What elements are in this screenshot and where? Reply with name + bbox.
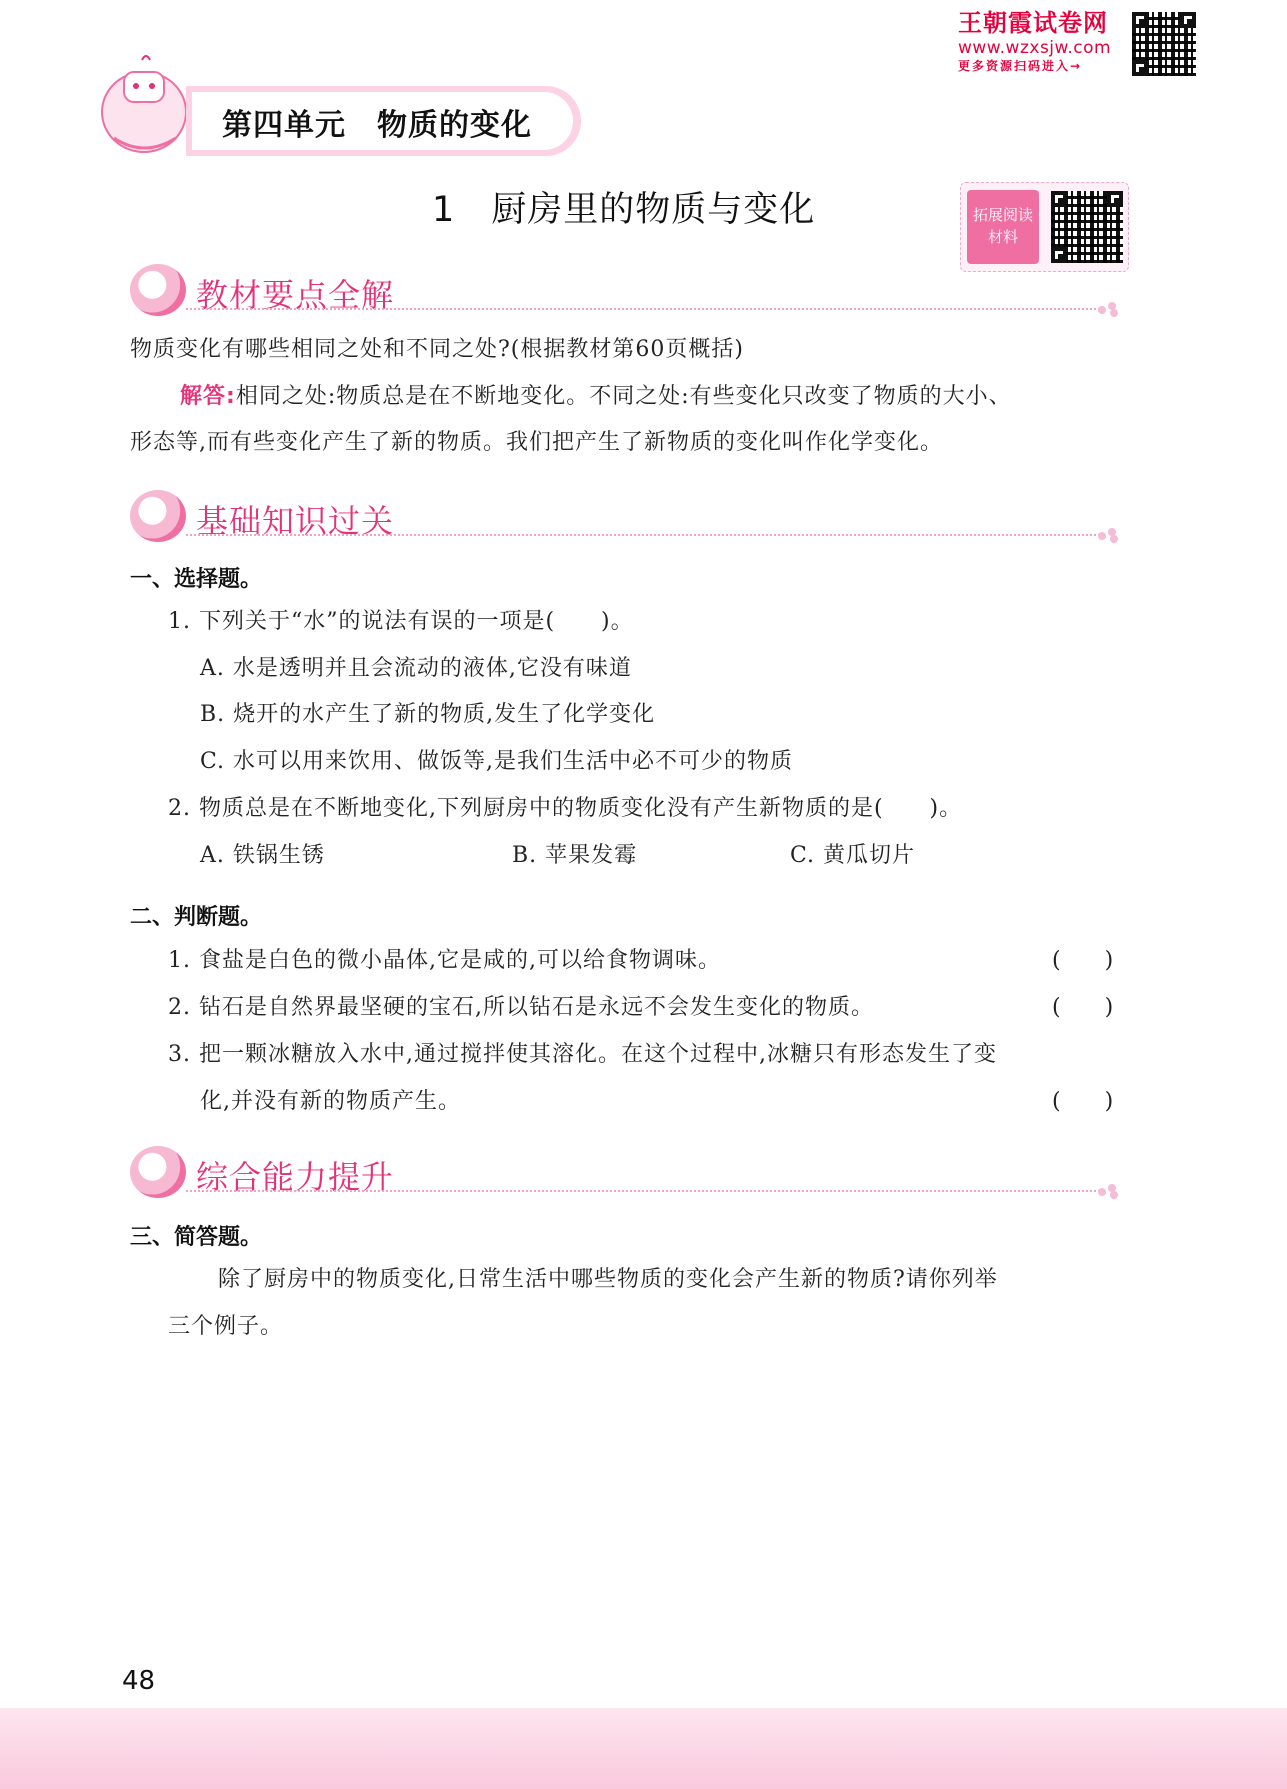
brand-tip: 更多资源扫码进入→ (958, 59, 1083, 73)
option-a: A. 水是透明并且会流动的液体,它没有味道 (200, 656, 632, 681)
option-b: B. 烧开的水产生了新的物质,发生了化学变化 (200, 702, 656, 727)
answer-blank[interactable]: ( ) (1052, 948, 1114, 973)
short-answer-question-cont: 三个例子。 (168, 1314, 284, 1339)
judge-question-1: 1. 食盐是白色的微小晶体,它是咸的,可以给食物调味。 (168, 948, 721, 973)
part1-heading: 一、选择题。 (130, 567, 263, 592)
key-question: 物质变化有哪些相同之处和不同之处?(根据教材第60页概括) (130, 337, 744, 362)
brand-name: 王朝霞试卷网 (958, 9, 1108, 37)
judge-question-3: 3. 把一颗冰糖放入水中,通过搅拌使其溶化。在这个过程中,冰糖只有形态发生了变 (168, 1042, 997, 1067)
unit-title: 第四单元 物质的变化 (222, 108, 532, 143)
section-title: 基础知识过关 (196, 502, 395, 540)
qr-code-icon[interactable] (1132, 12, 1196, 76)
lesson-title: 1 厨房里的物质与变化 (432, 190, 816, 230)
extended-reading-label: 拓展阅读 材料 (967, 190, 1039, 264)
section-title: 综合能力提升 (196, 1158, 395, 1196)
option-c: C. 水可以用来饮用、做饭等,是我们生活中必不可少的物质 (200, 749, 794, 774)
option-b: B. 苹果发霉 (512, 843, 638, 868)
section-header-comprehensive (130, 1146, 1120, 1198)
section-header-key-points (130, 264, 1120, 316)
judge-question-3-cont: 化,并没有新的物质产生。 (200, 1089, 461, 1114)
answer-blank[interactable]: ( ) (1052, 995, 1114, 1020)
key-answer-line: 形态等,而有些变化产生了新的物质。我们把产生了新物质的变化叫作化学变化。 (130, 430, 943, 455)
answer-label: 解答: (180, 384, 236, 409)
question-2: 2. 物质总是在不断地变化,下列厨房中的物质变化没有产生新物质的是( )。 (168, 796, 963, 821)
option-c: C. 黄瓜切片 (790, 843, 916, 868)
judge-question-2: 2. 钻石是自然界最坚硬的宝石,所以钻石是永远不会发生变化的物质。 (168, 995, 874, 1020)
section-badge-icon (130, 490, 186, 542)
footer-band (0, 1708, 1287, 1789)
answer-blank[interactable]: ( ) (1052, 1089, 1114, 1114)
key-answer-line: 解答:相同之处:物质总是在不断地变化。不同之处:有些变化只改变了物质的大小、 (180, 384, 1012, 409)
option-a: A. 铁锅生锈 (200, 843, 325, 868)
page-number: 48 (122, 1666, 156, 1696)
extended-reading-box[interactable] (960, 182, 1129, 272)
short-answer-question: 除了厨房中的物质变化,日常生活中哪些物质的变化会产生新的物质?请你列举 (218, 1267, 998, 1292)
question-1: 1. 下列关于“水”的说法有误的一项是( )。 (168, 609, 634, 634)
section-badge-icon (130, 264, 186, 316)
part3-heading: 三、简答题。 (130, 1225, 263, 1250)
brand-url[interactable]: www.wzxsjw.com (958, 38, 1112, 58)
section-header-basic (130, 490, 1120, 542)
qr-code-icon[interactable] (1051, 191, 1123, 263)
section-badge-icon (130, 1146, 186, 1198)
section-title: 教材要点全解 (196, 276, 395, 314)
part2-heading: 二、判断题。 (130, 905, 263, 930)
